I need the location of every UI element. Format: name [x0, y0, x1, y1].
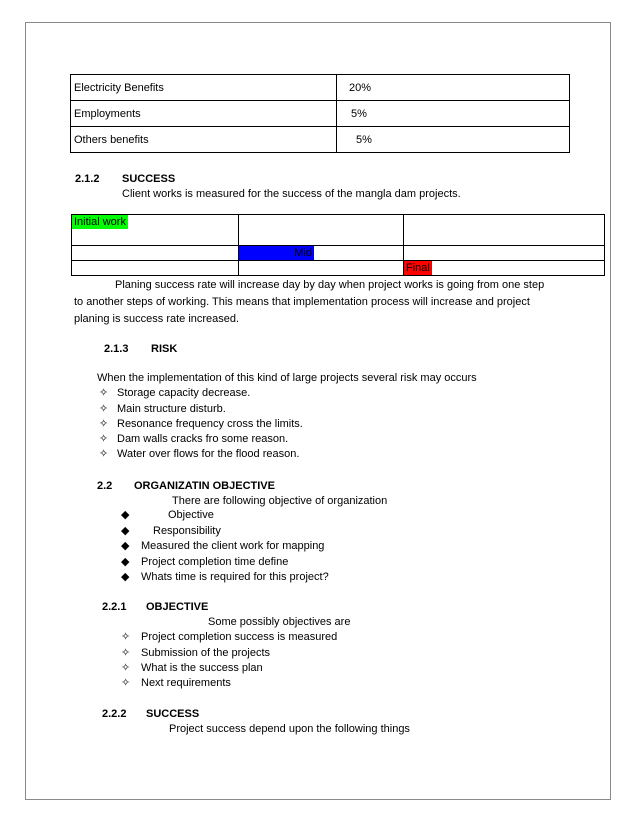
diamond-icon: ◆: [121, 509, 130, 521]
final-label: Final: [406, 262, 430, 274]
section-title: OBJECTIVE: [146, 601, 209, 613]
list-item: ◆ Measured the client work for mapping: [121, 540, 325, 552]
table-cell: Others benefits: [71, 127, 337, 153]
section-number: 2.1.3: [104, 343, 129, 355]
open-star-icon: ✧: [121, 662, 131, 674]
table-cell: 5%: [337, 127, 570, 153]
list-item: ✧ Project completion success is measured: [121, 631, 338, 643]
table-cell: [404, 215, 605, 246]
table-row: [71, 101, 570, 127]
table-row: [72, 261, 605, 276]
open-star-icon: ✧: [99, 448, 109, 460]
section-number: 2.2: [97, 480, 113, 492]
progress-table: [71, 214, 605, 276]
table-row: [72, 215, 605, 246]
diamond-icon: ◆: [121, 556, 130, 568]
paragraph-line: to another steps of working. This means that implementation process will increase and project: [74, 296, 530, 308]
paragraph-line: Planing success rate will increase day by day when project works is going from one step: [115, 279, 545, 291]
section-title: SUCCESS: [122, 173, 176, 185]
open-star-icon: ✧: [121, 631, 131, 643]
table-cell: [239, 246, 404, 261]
section-intro: There are following objective of organization: [172, 495, 388, 507]
initial-work-label: Initial work: [74, 216, 126, 228]
section-intro: Some possibly objectives are: [208, 616, 351, 628]
open-star-icon: ✧: [99, 418, 109, 430]
table-cell: [72, 261, 239, 276]
table-cell: Electricity Benefits: [71, 75, 337, 101]
list-item: ◆ Objective: [121, 509, 214, 521]
table-row: [71, 75, 570, 101]
diamond-icon: ◆: [121, 571, 130, 583]
table-cell: [72, 215, 239, 246]
list-item: ✧ Main structure disturb.: [99, 403, 226, 415]
list-item: ◆ Whats time is required for this project?: [121, 571, 329, 583]
list-item: ◆ Project completion time define: [121, 556, 289, 568]
list-item: ✧ Resonance frequency cross the limits.: [99, 418, 303, 430]
table-cell: Employments: [71, 101, 337, 127]
table-row: [72, 246, 605, 261]
table-cell: [404, 246, 605, 261]
section-intro: Project success depend upon the following things: [169, 723, 410, 735]
open-star-icon: ✧: [99, 387, 109, 399]
section-number: 2.2.1: [102, 601, 127, 613]
table-cell: [239, 261, 404, 276]
open-star-icon: ✧: [99, 433, 109, 445]
list-item: ✧ Submission of the projects: [121, 647, 271, 659]
section-number: 2.1.2: [75, 173, 100, 185]
section-number: 2.2.2: [102, 708, 127, 720]
list-item: ✧ Next requirements: [121, 677, 231, 689]
list-item: ✧ Water over flows for the flood reason.: [99, 448, 300, 460]
mid-label: Mid: [239, 246, 314, 260]
section-title: ORGANIZATIN OBJECTIVE: [134, 480, 275, 492]
paragraph-line: planing is success rate increased.: [74, 313, 240, 325]
table-cell: 20%: [337, 75, 570, 101]
diamond-icon: ◆: [121, 525, 130, 537]
table-cell: [404, 261, 605, 276]
benefits-table: [70, 74, 570, 153]
section-title: SUCCESS: [146, 708, 200, 720]
table-row: [71, 127, 570, 153]
list-item: ✧ Storage capacity decrease.: [99, 387, 251, 399]
list-item: ◆ Responsibility: [121, 525, 221, 537]
open-star-icon: ✧: [99, 403, 109, 415]
diamond-icon: ◆: [121, 540, 130, 552]
table-cell: 5%: [337, 101, 570, 127]
section-title: RISK: [151, 343, 178, 355]
list-item: ✧ What is the success plan: [121, 662, 263, 674]
open-star-icon: ✧: [121, 647, 131, 659]
section-intro: Client works is measured for the success of the mangla dam projects.: [122, 188, 461, 200]
section-intro: When the implementation of this kind of large projects several risk may occurs: [97, 372, 477, 384]
table-cell: [72, 246, 239, 261]
table-cell: [239, 215, 404, 246]
open-star-icon: ✧: [121, 677, 131, 689]
list-item: ✧ Dam walls cracks fro some reason.: [99, 433, 289, 445]
